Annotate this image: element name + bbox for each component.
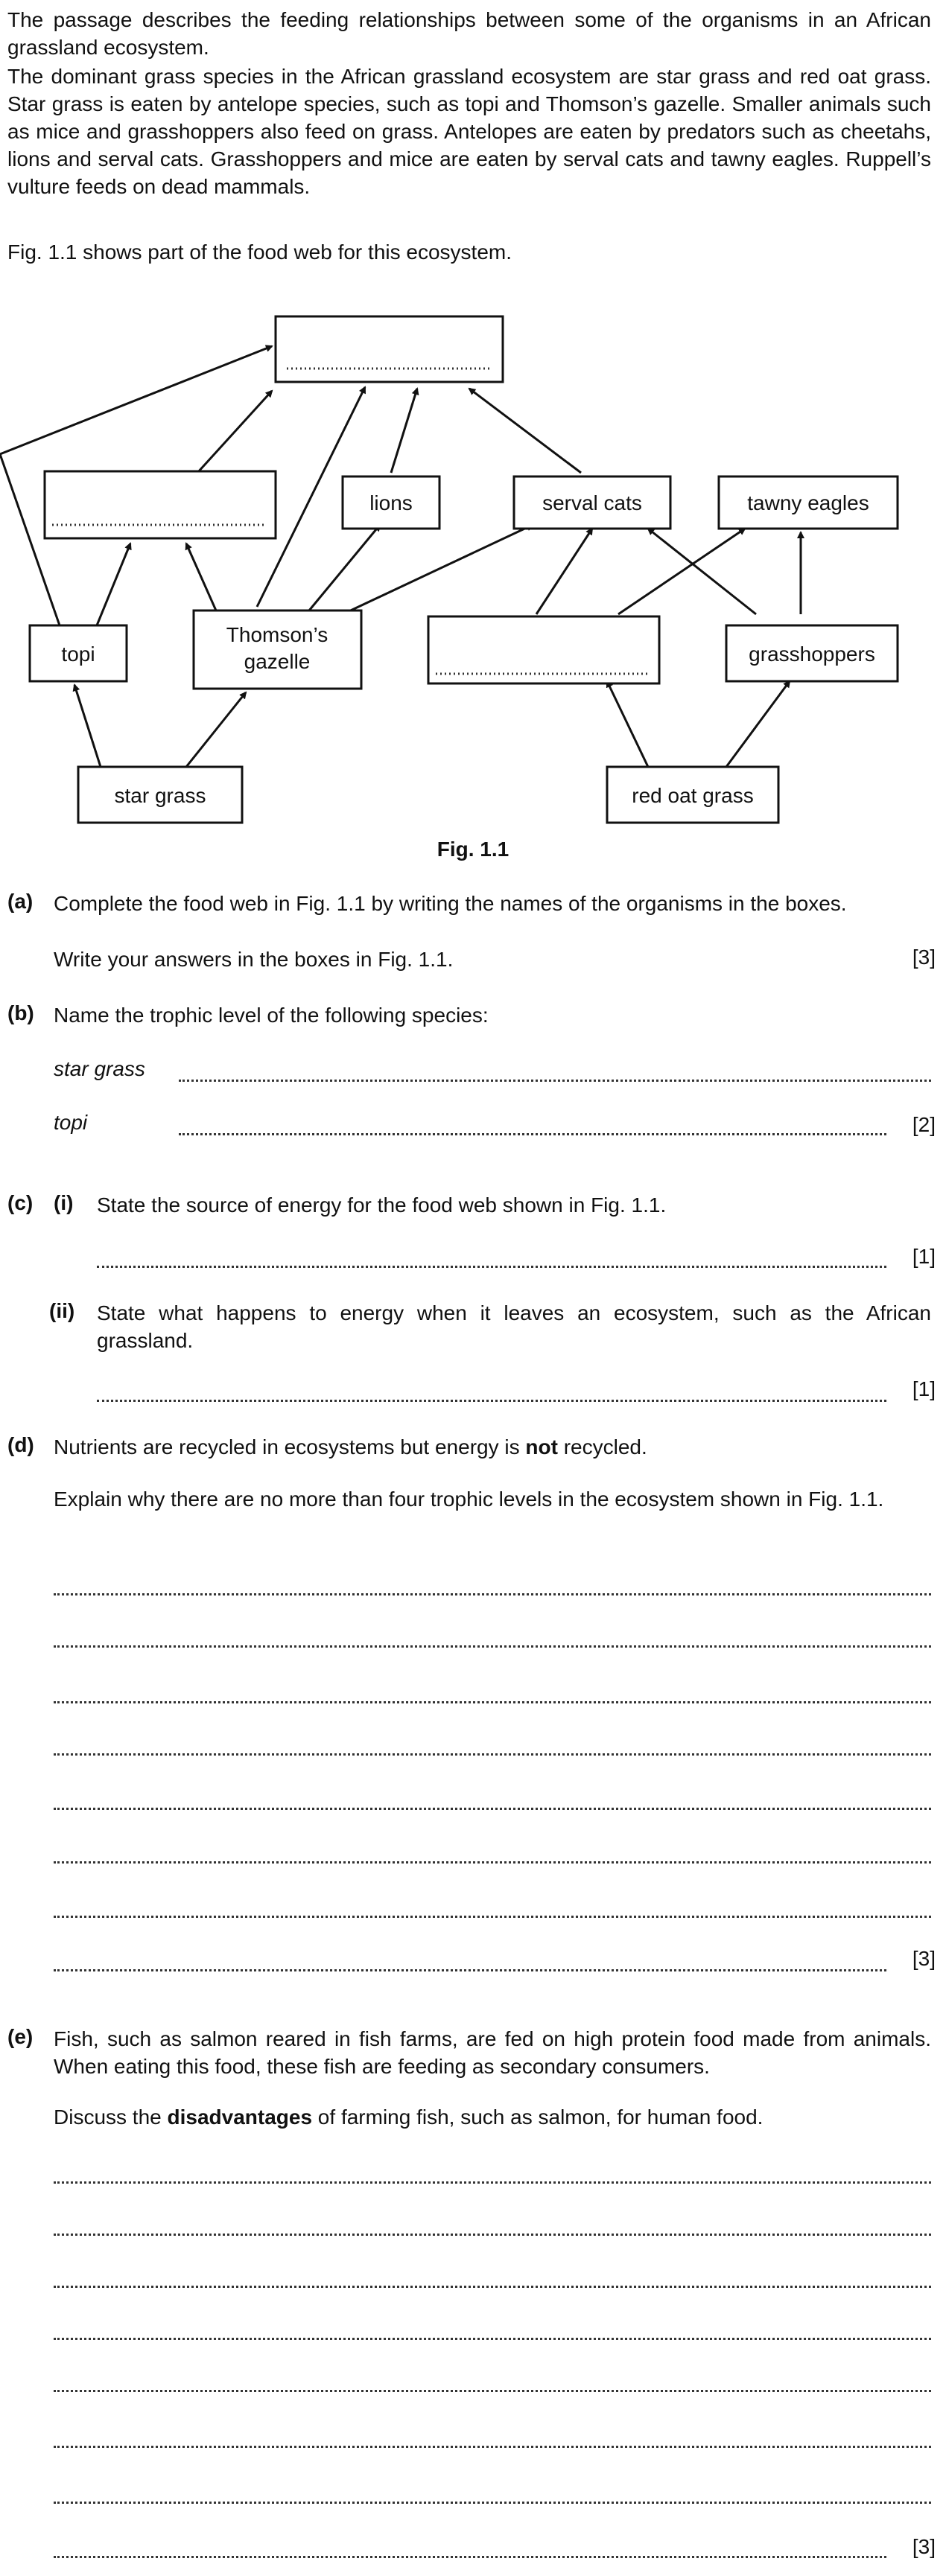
answer-line-e4[interactable] <box>54 2338 931 2340</box>
food-web-diagram <box>0 298 946 849</box>
answer-line-d8[interactable] <box>54 1969 886 1971</box>
question-c-ii-marks: [1] <box>912 1377 936 1400</box>
food-web-arrows <box>0 346 801 767</box>
box-leftmid-answer <box>45 471 276 538</box>
arrow-stargrass-gazelle <box>186 692 246 767</box>
question-d-text: Nutrients are recycled in ecosystems but energy is not recycled. <box>54 1435 647 1458</box>
arrow-topi-leftmidbox <box>97 543 130 625</box>
answer-line-d2[interactable] <box>54 1645 931 1648</box>
answer-line-c-ii[interactable] <box>97 1400 886 1402</box>
arrow-gazelle-servalcats <box>343 525 533 614</box>
answer-line-b2[interactable] <box>179 1133 886 1135</box>
question-d-explain: Explain why there are no more than four trophic levels in the ecosystem shown in Fig. 1.1. <box>54 1488 884 1511</box>
label-serval-cats: serval cats <box>542 491 642 514</box>
intro-paragraph-1: The passage describes the feeding relationships between some of the organisms in an African grassland ecosystem. <box>7 8 931 59</box>
answer-line-c-i[interactable] <box>97 1266 886 1268</box>
answer-line-b1[interactable] <box>179 1080 931 1082</box>
answer-line-d7[interactable] <box>54 1916 931 1918</box>
question-c-i-marks: [1] <box>912 1245 936 1268</box>
answer-line-d1[interactable] <box>54 1593 931 1595</box>
arrow-redoat-grasshoppers <box>726 681 790 767</box>
food-web-figure <box>0 298 946 849</box>
question-e-marks: [3] <box>912 2535 936 2558</box>
arrow-grasshoppers-servalcats <box>648 529 756 614</box>
answer-line-e7[interactable] <box>54 2502 931 2504</box>
label-thomsons-line1: Thomson’s <box>226 623 328 646</box>
question-c-ii-text: State what happens to energy when it leaves an ecosystem, such as the African grassland. <box>97 1301 931 1352</box>
question-c-i-text: State the source of energy for the food web shown in Fig. 1.1. <box>97 1193 667 1217</box>
intro-paragraph-2: The dominant grass species in the African grassland ecosystem are star grass and red oat grass. Star grass is eaten by antelope species, such as topi and Thomson’s gazelle. Smaller animals such as mice and grasshoppers also feed on grass. Antelopes are eaten by predators such as cheetahs, lions and serval cats. Grasshoppers and mice are eaten by serval cats and tawny eagles. Ruppell’s vulture feeds on dead mammals. <box>7 65 931 198</box>
arrow-leftmidbox-topbox <box>197 391 272 473</box>
question-a-text: Complete the food web in Fig. 1.1 by writing the names of the organisms in the boxes. <box>54 892 847 915</box>
arrow-stargrass-topi <box>74 685 101 767</box>
question-a-label: (a) <box>7 890 34 913</box>
answer-line-d6[interactable] <box>54 1861 931 1864</box>
label-star-grass: star grass <box>114 784 206 807</box>
label-tawny-eagles: tawny eagles <box>747 491 869 514</box>
question-c-ii-label: (ii) <box>49 1299 75 1322</box>
intro-paragraph-3: Fig. 1.1 shows part of the food web for this ecosystem. <box>7 240 512 264</box>
figure-caption: Fig. 1.1 <box>437 838 509 861</box>
food-web-boxes <box>30 316 898 823</box>
answer-line-e6[interactable] <box>54 2446 931 2448</box>
arrow-gazelle-lions <box>309 525 380 610</box>
label-red-oat-grass: red oat grass <box>632 784 754 807</box>
arrow-lions-topbox <box>391 389 417 473</box>
answer-line-e3[interactable] <box>54 2286 931 2288</box>
answer-line-e8[interactable] <box>54 2556 886 2558</box>
arrow-redoat-emptybox <box>607 681 648 767</box>
question-b-text: Name the trophic level of the following species: <box>54 1004 489 1027</box>
answer-line-e5[interactable] <box>54 2390 931 2392</box>
question-b-marks: [2] <box>912 1113 936 1136</box>
question-b-item-star-grass: star grass <box>54 1057 145 1080</box>
question-e-text: Fish, such as salmon reared in fish farms, are fed on high protein food made from animals. When eating this food, these fish are feeding as secondary consumers. <box>54 2027 931 2078</box>
question-c-label: (c) <box>7 1191 34 1214</box>
label-topi: topi <box>61 643 95 666</box>
question-e-discuss: Discuss the disadvantages of farming fish, such as salmon, for human food. <box>54 2105 764 2129</box>
answer-line-d5[interactable] <box>54 1808 931 1810</box>
question-a-marks: [3] <box>912 946 936 969</box>
question-e-label: (e) <box>7 2025 34 2048</box>
answer-line-d3[interactable] <box>54 1701 931 1703</box>
box-top-answer <box>276 316 503 382</box>
arrow-servalcats-topbox <box>469 389 581 473</box>
label-grasshoppers: grasshoppers <box>749 643 875 666</box>
question-d-label: (d) <box>7 1433 34 1456</box>
label-lions: lions <box>369 491 413 514</box>
arrow-gazelle-leftmidbox <box>186 543 216 610</box>
answer-line-e1[interactable] <box>54 2181 931 2184</box>
arrow-emptybox-tawnyeagles <box>618 529 745 614</box>
answer-line-d4[interactable] <box>54 1753 931 1756</box>
question-b-item-topi: topi <box>54 1111 88 1134</box>
question-a-instruction: Write your answers in the boxes in Fig. 1.1. <box>54 948 454 971</box>
question-c-i-label: (i) <box>54 1191 74 1214</box>
answer-line-e2[interactable] <box>54 2234 931 2236</box>
question-b-label: (b) <box>7 1001 34 1024</box>
arrow-emptybox-servalcats <box>536 529 592 614</box>
label-thomsons-line2: gazelle <box>244 650 311 673</box>
question-d-marks: [3] <box>912 1947 936 1970</box>
